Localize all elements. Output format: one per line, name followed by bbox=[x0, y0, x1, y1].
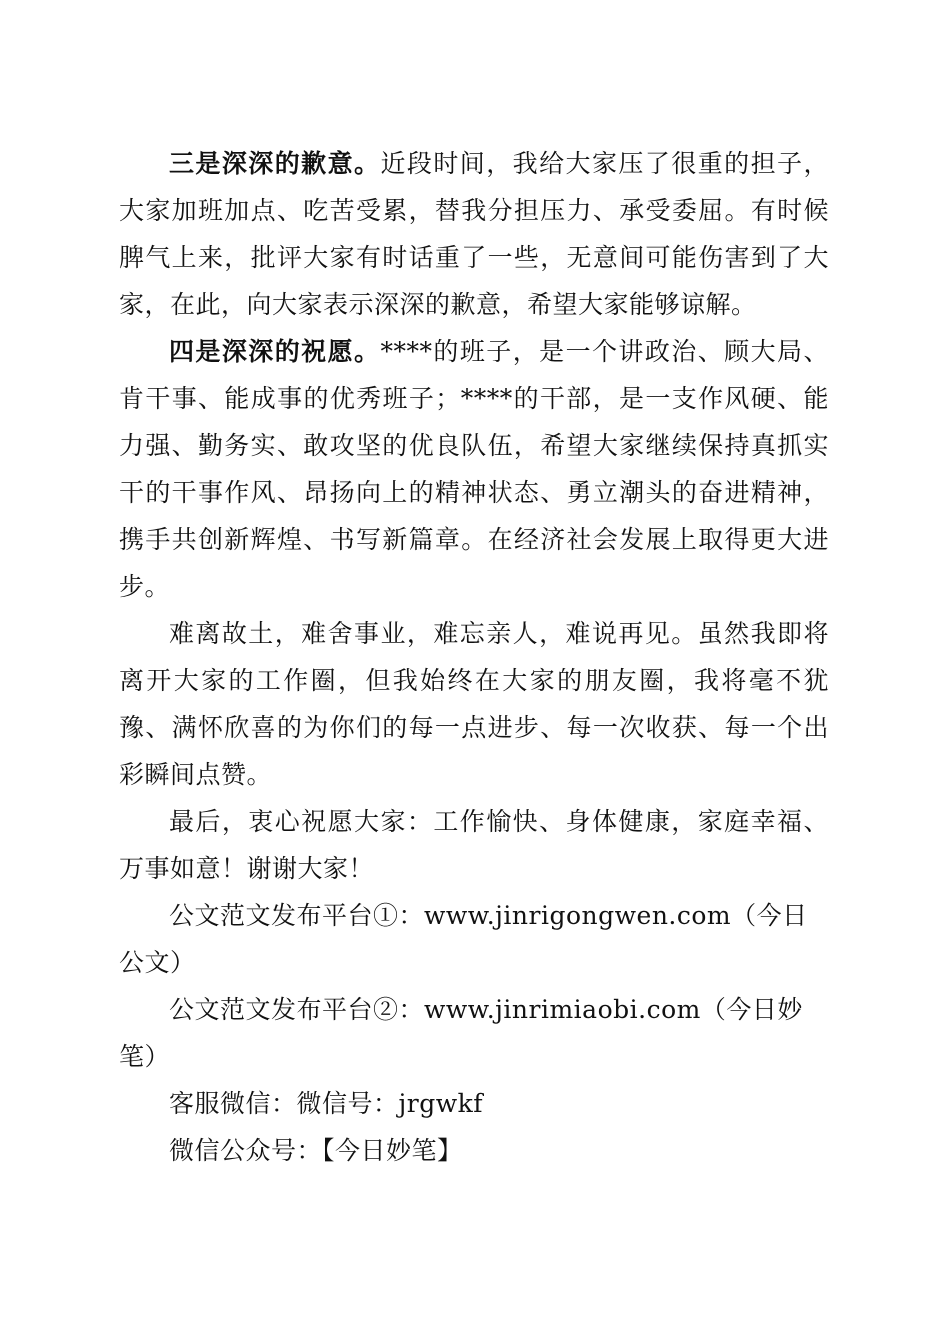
paragraph-text: 近段时间，我给大家压了很重的担子，大家加班加点、吃苦受累，替我分担压力、承受委屈。有时候脾气上来，批评大家有时话重了一些，无意间可能伤害到了大家，在此，向大家表示深深的歉意，希望大家能够谅解。 bbox=[119, 149, 829, 319]
paragraph-lead: 三是深深的歉意。 bbox=[169, 149, 381, 178]
contact-platform-1: 公文范文发布平台①：www.jinrigongwen.com（今日公文） bbox=[119, 901, 808, 977]
paragraph-text: 难离故土，难舍事业，难忘亲人，难说再见。虽然我即将离开大家的工作圈，但我始终在大家的朋友圈，我将毫不犹豫、满怀欣喜的为你们的每一点进步、每一次收获、每一个出彩瞬间点赞。 bbox=[119, 619, 829, 789]
paragraph-lead: 四是深深的祝愿。 bbox=[169, 337, 381, 366]
paragraph-farewell bbox=[119, 610, 829, 798]
paragraph-apology bbox=[119, 140, 829, 328]
contact-wechat-account: 微信公众号：【今日妙笔】 bbox=[169, 1136, 463, 1165]
paragraph-text: 最后，衷心祝愿大家：工作愉快、身体健康，家庭幸福、万事如意！谢谢大家！ bbox=[119, 807, 829, 883]
paragraph-text: ****的班子，是一个讲政治、顾大局、肯干事、能成事的优秀班子；****的干部，是一支作风硬、能力强、勤务实、敢攻坚的优良队伍，希望大家继续保持真抓实干的干事作风、昂扬向上的精神状态、勇立潮头的奋进精神，携手共创新辉煌、书写新篇章。在经济社会发展上取得更大进步。 bbox=[119, 337, 829, 601]
paragraph-closing bbox=[119, 798, 829, 892]
contact-wechat-service: 客服微信：微信号：jrgwkf bbox=[169, 1089, 484, 1118]
contact-platform-2: 公文范文发布平台②：www.jinrimiaobi.com（今日妙笔） bbox=[119, 995, 803, 1071]
paragraph-wishes bbox=[119, 328, 829, 610]
document-body bbox=[119, 140, 829, 1174]
